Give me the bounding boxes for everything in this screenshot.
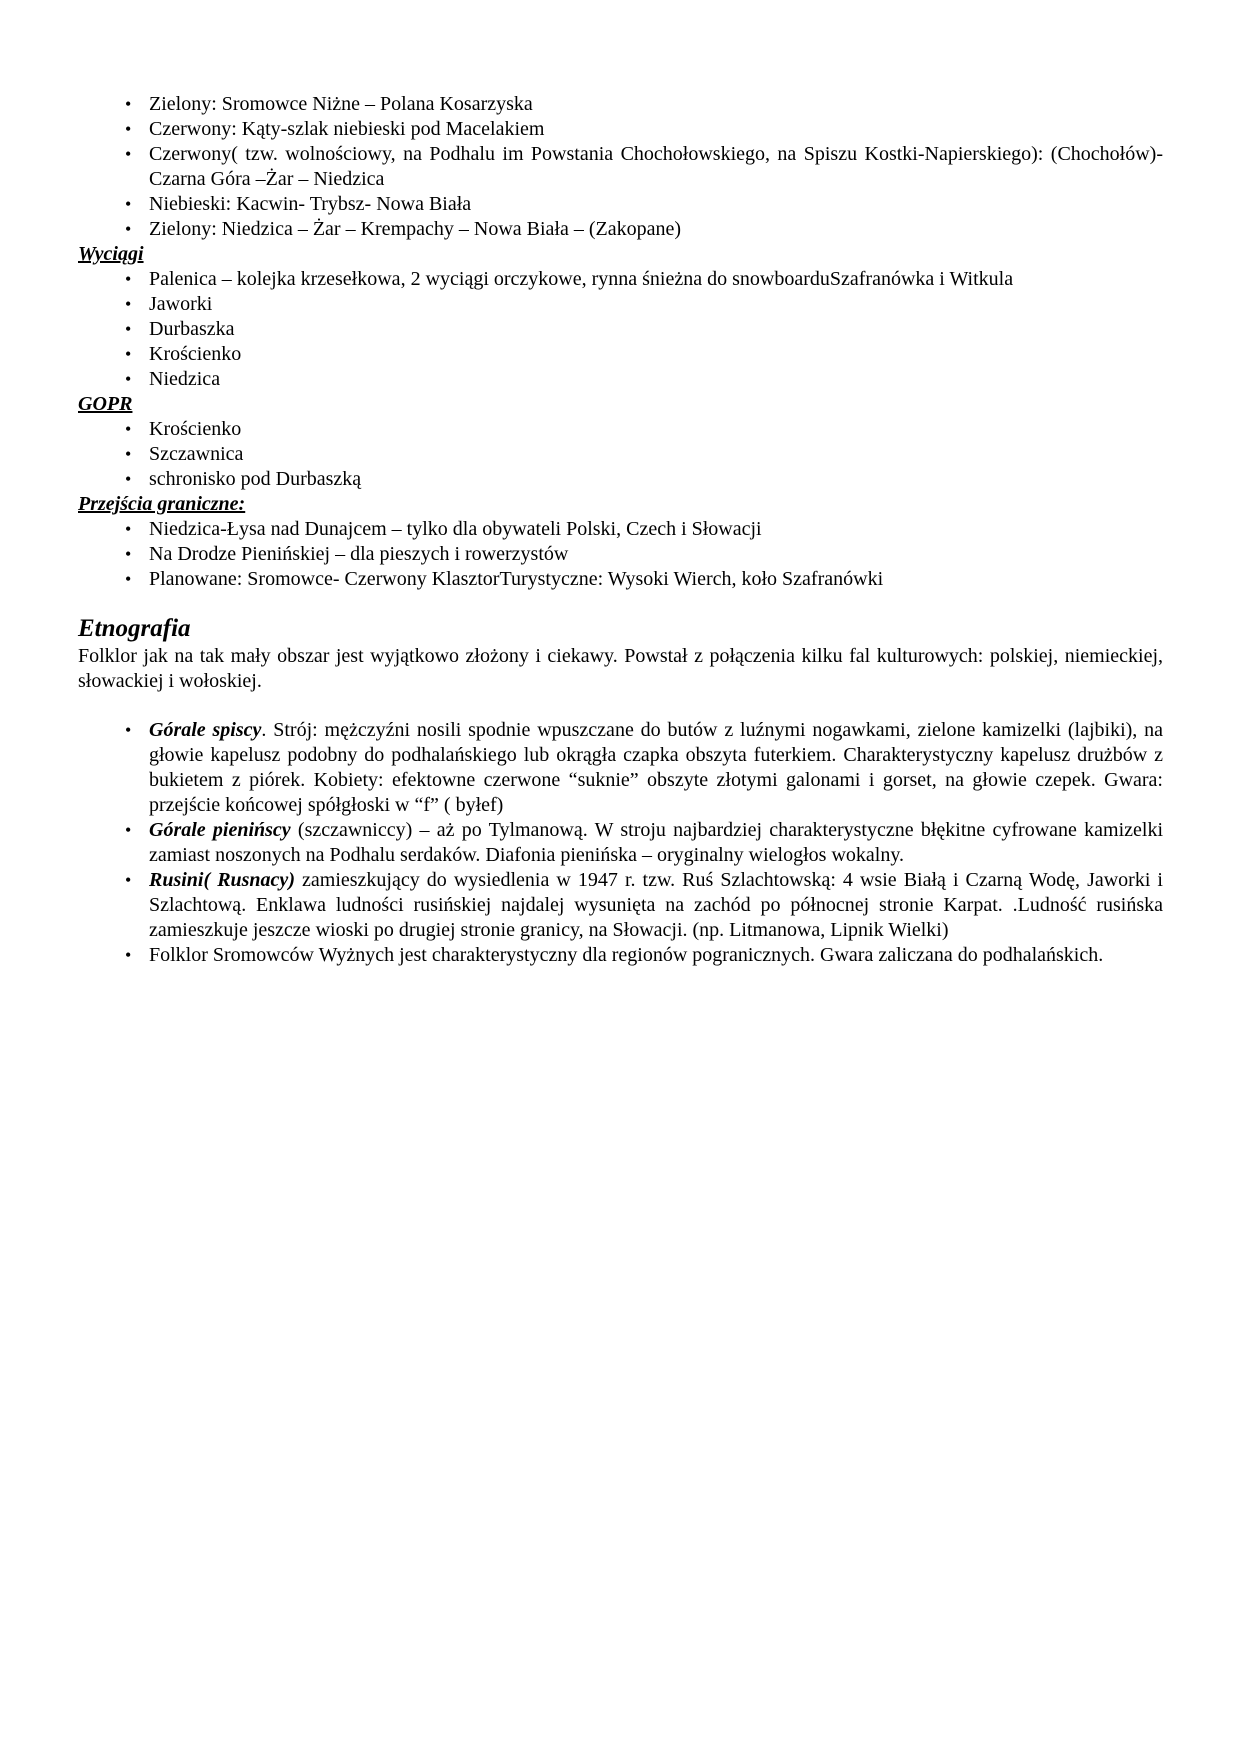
bullet-icon: • bbox=[125, 720, 132, 740]
list-item-text: Jaworki bbox=[149, 293, 213, 315]
bullet-icon: • bbox=[125, 219, 132, 239]
list-item-text: Na Drodze Pienińskiej – dla pieszych i rowerzystów bbox=[149, 543, 569, 565]
bullet-icon: • bbox=[125, 870, 132, 890]
list-item bbox=[78, 267, 1163, 292]
section-title-etnografia: Etnografia bbox=[78, 615, 191, 642]
list-item-text: Krościenko bbox=[149, 343, 242, 365]
bullet-icon: • bbox=[125, 419, 132, 439]
list-item-text: (szczawniccy) – aż po Tylmanową. W stroju najbardziej charakterystyczne błękitne cyfrowane kamizelki zamiast noszonych na Podhalu serdaków. Diafonia pienińska – oryginalny wielogłos wokalny. bbox=[149, 819, 1163, 866]
list-item bbox=[78, 442, 1163, 467]
heading-wyciagi: Wyciągi bbox=[78, 243, 144, 265]
etnografia-list bbox=[78, 718, 1163, 968]
list-item-text: Zielony: Sromowce Niżne – Polana Kosarzyska bbox=[149, 93, 533, 115]
list-item-text: Durbaszka bbox=[149, 318, 235, 340]
list-item-text: Folklor Sromowców Wyżnych jest charakterystyczny dla regionów pogranicznych. Gwara zaliczana do podhalańskich. bbox=[149, 944, 1104, 966]
list-item bbox=[78, 317, 1163, 342]
list-item-text: . Strój: mężczyźni nosili spodnie wpuszczane do butów z luźnymi nogawkami, zielone kamizelki (lajbiki), na głowie kapelusz podobny do podhalańskiego lub okrągła czapka obszyta futerkiem. Charakterystyczny kapelusz drużbów z bukietem z piórek. Kobiety: efektowne czerwone “suknie” obszyte złotymi galonami i gorset, na głowie czepek. Gwara: przejście końcowej spółgłoski w “f” ( byłef) bbox=[149, 719, 1163, 816]
gopr-list bbox=[78, 417, 1163, 492]
wyciagi-list bbox=[78, 267, 1163, 392]
list-item-text: Planowane: Sromowce- Czerwony KlasztorTurystyczne: Wysoki Wierch, koło Szafranówki bbox=[149, 568, 884, 590]
bullet-icon: • bbox=[125, 344, 132, 364]
list-item-text: Krościenko bbox=[149, 418, 242, 440]
list-item-text: Niedzica bbox=[149, 368, 221, 390]
przejscia-list bbox=[78, 517, 1163, 592]
list-item bbox=[78, 292, 1163, 317]
bullet-icon: • bbox=[125, 519, 132, 539]
list-item bbox=[78, 868, 1163, 943]
list-item bbox=[78, 567, 1163, 592]
list-item bbox=[78, 718, 1163, 818]
list-item-text: Niedzica-Łysa nad Dunajcem – tylko dla obywateli Polski, Czech i Słowacji bbox=[149, 518, 762, 540]
list-item bbox=[78, 417, 1163, 442]
list-item-text: Szczawnica bbox=[149, 443, 244, 465]
trail-color-list bbox=[78, 92, 1163, 242]
list-item bbox=[78, 142, 1163, 192]
bullet-icon: • bbox=[125, 119, 132, 139]
list-item bbox=[78, 117, 1163, 142]
heading-gopr: GOPR bbox=[78, 393, 133, 415]
etnografia-intro-paragraph: Folklor jak na tak mały obszar jest wyjątkowo złożony i ciekawy. Powstał z połączenia kilku fal kulturowych: polskiej, niemieckiej, słowackiej i wołoskiej. bbox=[78, 645, 1163, 692]
list-item bbox=[78, 467, 1163, 492]
list-item bbox=[78, 517, 1163, 542]
bullet-icon: • bbox=[125, 319, 132, 339]
list-item-lead: Górale pienińscy bbox=[149, 819, 291, 841]
list-item-text: schronisko pod Durbaszką bbox=[149, 468, 362, 490]
list-item-text: Czerwony: Kąty-szlak niebieski pod Macelakiem bbox=[149, 118, 545, 140]
bullet-icon: • bbox=[125, 820, 132, 840]
bullet-icon: • bbox=[125, 94, 132, 114]
list-item bbox=[78, 92, 1163, 117]
bullet-icon: • bbox=[125, 294, 132, 314]
bullet-icon: • bbox=[125, 569, 132, 589]
list-item-lead: Rusini( Rusnacy) bbox=[149, 869, 295, 891]
list-item bbox=[78, 818, 1163, 868]
heading-przejscia-graniczne: Przejścia graniczne: bbox=[78, 493, 246, 515]
bullet-icon: • bbox=[125, 469, 132, 489]
list-item bbox=[78, 367, 1163, 392]
bullet-icon: • bbox=[125, 945, 132, 965]
bullet-icon: • bbox=[125, 444, 132, 464]
list-item-text: Zielony: Niedzica – Żar – Krempachy – Nowa Biała – (Zakopane) bbox=[149, 218, 682, 240]
bullet-icon: • bbox=[125, 369, 132, 389]
list-item bbox=[78, 217, 1163, 242]
list-item-text: zamieszkujący do wysiedlenia w 1947 r. tzw. Ruś Szlachtowską: 4 wsie Białą i Czarną Wodę, Jaworki i Szlachtową. Enklawa ludności rusińskiej najdalej wysunięta na zachód po północnej stronie Karpat. .Ludność rusińska zamieszkuje jeszcze wioski po drugiej stronie granicy, na Słowacji. (np. Litmanowa, Lipnik Wielki) bbox=[149, 869, 1163, 941]
list-item bbox=[78, 342, 1163, 367]
list-item-text: Palenica – kolejka krzesełkowa, 2 wyciągi orczykowe, rynna śnieżna do snowboarduSzafranówka i Witkula bbox=[149, 268, 1014, 290]
list-item bbox=[78, 542, 1163, 567]
list-item bbox=[78, 943, 1163, 968]
list-item-text: Niebieski: Kacwin- Trybsz- Nowa Biała bbox=[149, 193, 472, 215]
bullet-icon: • bbox=[125, 544, 132, 564]
bullet-icon: • bbox=[125, 194, 132, 214]
list-item-text: Czerwony( tzw. wolnościowy, na Podhalu im Powstania Chochołowskiego, na Spiszu Kostki-Napierskiego): (Chochołów)- Czarna Góra –Żar – Niedzica bbox=[149, 143, 1163, 190]
bullet-icon: • bbox=[125, 269, 132, 289]
list-item-lead: Górale spiscy bbox=[149, 719, 262, 741]
bullet-icon: • bbox=[125, 144, 132, 164]
list-item bbox=[78, 192, 1163, 217]
